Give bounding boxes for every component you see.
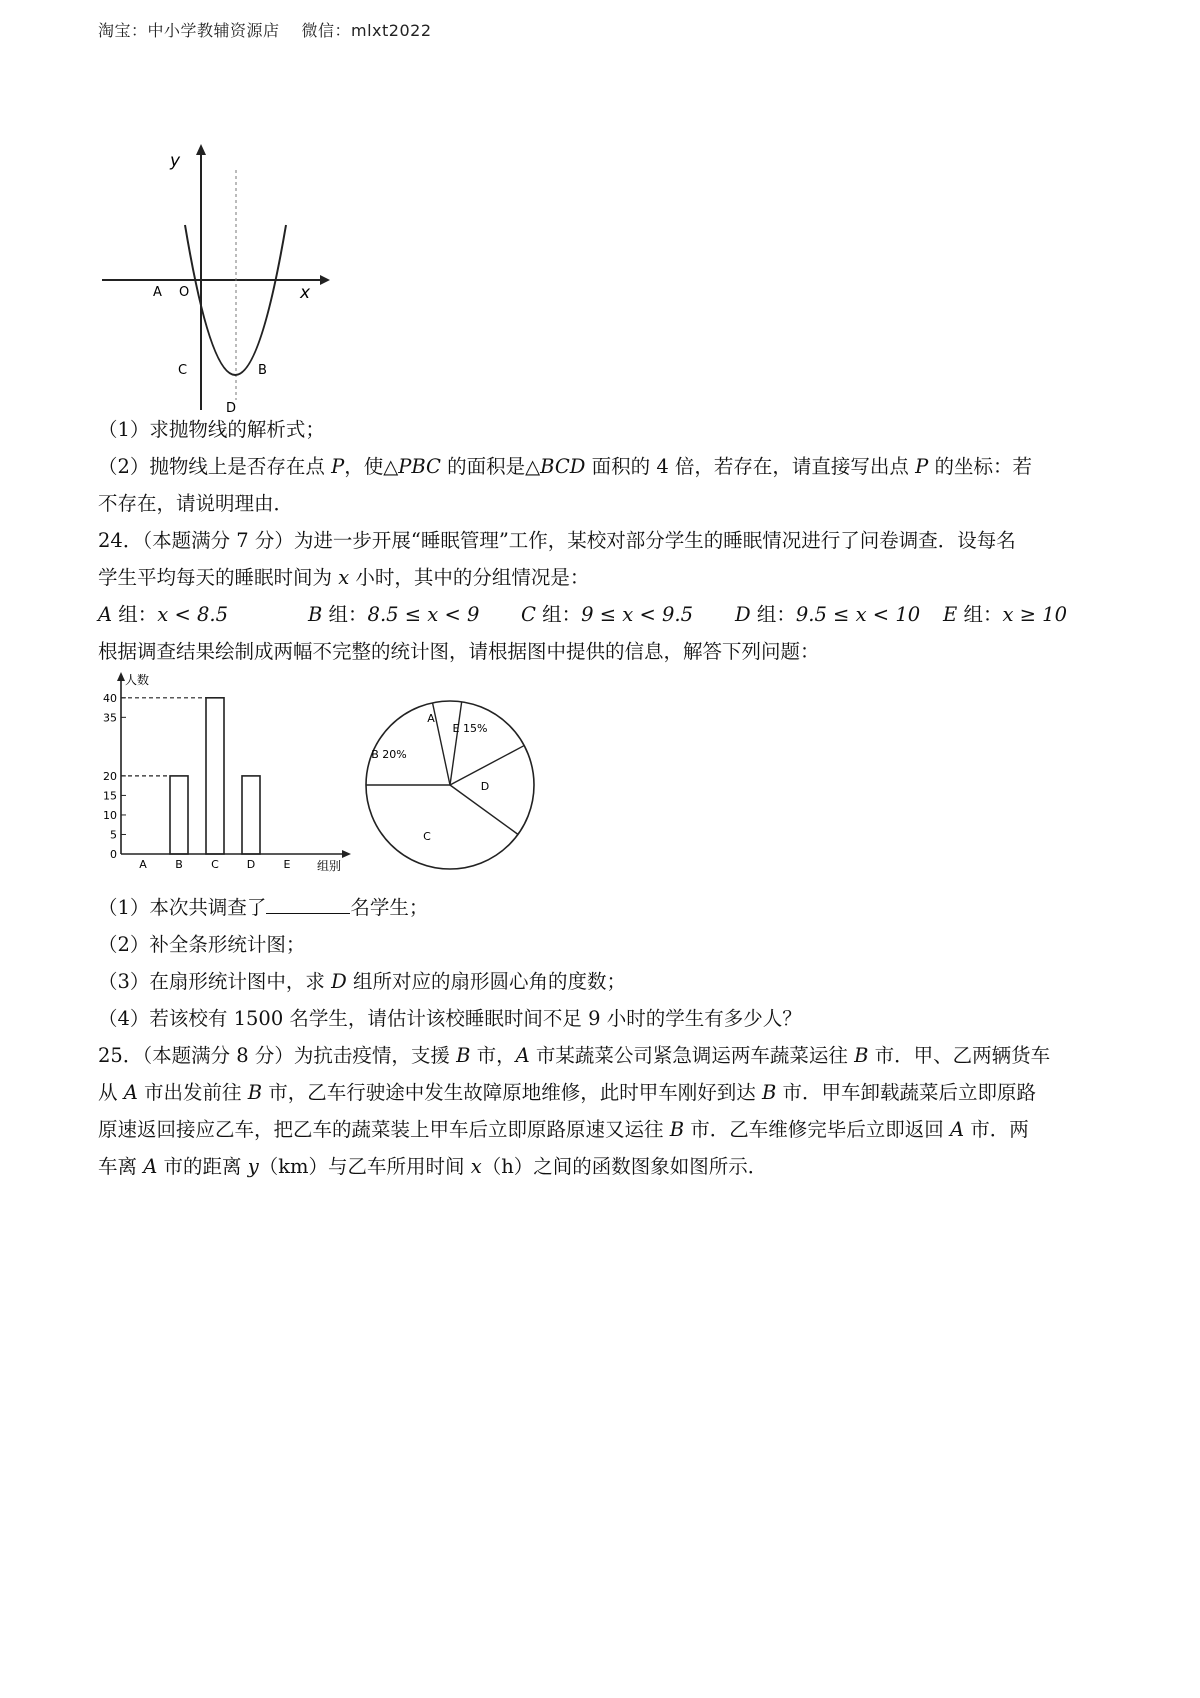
text-run: 9 ≤ x < 9.5 [581, 603, 694, 626]
text-run: 组： [112, 603, 158, 626]
y-tick-label: 15 [103, 789, 117, 803]
text-run: 组所对应的扇形圆心角的度数； [346, 970, 626, 993]
text-run: 组： [322, 603, 368, 626]
q24-intro-line1: 24．（本题满分 7 分）为进一步开展“睡眠管理”工作，某校对部分学生的睡眠情况进行了问卷调查．设每名 [98, 529, 1016, 552]
y-tick-label: 20 [103, 769, 117, 783]
q24-groups [98, 600, 1067, 630]
y-tick-label: 10 [103, 808, 117, 822]
text-run: BCD [540, 455, 586, 478]
slice-label-c: C [423, 830, 431, 843]
bar-c [206, 698, 224, 854]
answer-blank[interactable] [266, 895, 350, 914]
text-run: 组： [957, 603, 1003, 626]
text-run: 市， [470, 1044, 516, 1067]
y-tick-label: 40 [103, 691, 117, 705]
text-run: 车离 [98, 1155, 144, 1178]
text-run: 的坐标：若 [928, 455, 1032, 478]
text-run: y [247, 1155, 259, 1178]
boundary-a-e [450, 702, 462, 785]
q24-part3 [98, 967, 626, 997]
text-run: （3）在扇形统计图中，求 [98, 970, 332, 993]
group-a [98, 600, 308, 630]
q24-part2: （2）补全条形统计图； [98, 933, 306, 956]
q24-part1 [98, 893, 428, 923]
text-run: A [98, 603, 113, 626]
x-tick-label: E [283, 858, 291, 871]
pie-chart [355, 690, 545, 880]
group-c [521, 600, 735, 630]
text-run: 从 [98, 1081, 124, 1104]
x-axis-title: 组别 [317, 859, 342, 873]
text-run: 市出发前往 [137, 1081, 248, 1104]
text-run: D [735, 603, 751, 626]
point-b-label: B [258, 363, 267, 378]
y-tick-label: 5 [110, 828, 117, 842]
x-tick-label: C [211, 858, 219, 871]
text-run: B [456, 1044, 471, 1067]
text-run: A [123, 1081, 138, 1104]
text-run: 8.5 ≤ x < 9 [367, 603, 480, 626]
text-run: P [915, 455, 929, 478]
x-tick-label: A [139, 858, 147, 871]
text-run: E [943, 603, 958, 626]
text-run: 小时，其中的分组情况是： [349, 566, 590, 589]
text-run: 市某蔬菜公司紧急调运两车蔬菜运往 [529, 1044, 855, 1067]
wechat-id: 微信：mlxt2022 [301, 21, 432, 40]
q25-line3 [98, 1115, 1029, 1145]
text-run: 市．乙车维修完毕后立即返回 [684, 1118, 950, 1141]
group-d [735, 600, 943, 630]
parabola-figure [98, 140, 348, 440]
x-axis-arrow [342, 850, 351, 858]
q23-part1: （1）求抛物线的解析式； [98, 418, 325, 441]
text-run: 组： [535, 603, 582, 626]
group-e [943, 600, 1067, 630]
q23-part2-line2: 不存在，请说明理由． [98, 492, 294, 515]
q25-line1 [98, 1041, 1050, 1071]
x-tick-label: B [175, 858, 183, 871]
text-run: 9.5 ≤ x < 10 [795, 603, 921, 626]
text-run: 组： [750, 603, 796, 626]
text-run: x [470, 1155, 482, 1178]
text-run: A [515, 1044, 530, 1067]
q24-intro-line3: 根据调查结果绘制成两幅不完整的统计图，请根据图中提供的信息，解答下列问题： [98, 640, 820, 663]
x-tick-label: D [246, 858, 256, 871]
text-run: 市，乙车行驶途中发生故障原地维修，此时甲车刚好到达 [262, 1081, 762, 1104]
text-run: （h）之间的函数图象如图所示． [481, 1155, 768, 1178]
text-run: B [308, 603, 323, 626]
x-axis-label: x [300, 283, 311, 303]
text-run: P [331, 455, 345, 478]
q24-intro-line2 [98, 563, 589, 593]
q25-line2 [98, 1078, 1036, 1108]
page-header [98, 18, 432, 41]
bar-chart [95, 668, 375, 883]
bar-b [170, 776, 188, 854]
text-run: （2）抛物线上是否存在点 [98, 455, 332, 478]
slice-label-d: D [480, 780, 490, 793]
text-run: （km）与乙车所用时间 [258, 1155, 471, 1178]
text-run: 名学生； [350, 896, 429, 919]
text-run: x ≥ 10 [1002, 603, 1067, 626]
text-run: B [669, 1118, 685, 1141]
x-axis-arrow [320, 275, 330, 285]
slice-label-e: E 15% [452, 722, 488, 735]
point-o-label: O [179, 285, 190, 300]
shop-name: 淘宝：中小学教辅资源店 [98, 21, 280, 40]
text-run: D [331, 970, 347, 993]
point-d-label: D [226, 401, 237, 416]
text-run: 25．（本题满分 8 分）为抗击疫情，支援 [98, 1044, 457, 1067]
text-run: 市．甲、乙两辆货车 [868, 1044, 1051, 1067]
boundary-b-a [433, 703, 450, 785]
q23-part2-line1 [98, 452, 1032, 482]
text-run: B [761, 1081, 777, 1104]
text-run: B [854, 1044, 869, 1067]
q24-part4: （4）若该校有 1500 名学生，请估计该校睡眠时间不足 9 小时的学生有多少人？ [98, 1007, 802, 1030]
text-run: x < 8.5 [157, 603, 229, 626]
slice-label-b: B 20% [371, 748, 407, 761]
y-axis-arrow [117, 672, 125, 681]
y-tick-label: 0 [110, 848, 117, 861]
y-tick-label: 35 [103, 711, 117, 725]
y-axis-title: 人数 [125, 673, 150, 687]
text-run: A [949, 1118, 965, 1141]
y-axis-label: y [170, 151, 181, 171]
y-axis-arrow [196, 144, 206, 155]
group-b [308, 600, 521, 630]
q25-line4 [98, 1152, 767, 1182]
bar-d [242, 776, 260, 854]
text-run: 面积的 4 倍，若存在，请直接写出点 [585, 455, 916, 478]
text-run: 原速返回接应乙车，把乙车的蔬菜装上甲车后立即原路原速又运往 [98, 1118, 670, 1141]
text-run: 市的距离 [157, 1155, 248, 1178]
point-a-label: A [153, 285, 162, 300]
text-run: x [338, 566, 350, 589]
text-run: ，使△ [344, 455, 399, 478]
point-c-label: C [178, 363, 188, 378]
text-run: 的面积是△ [440, 455, 541, 478]
text-run: A [143, 1155, 158, 1178]
text-run: 市．两 [964, 1118, 1029, 1141]
text-run: （1）本次共调查了 [98, 896, 267, 919]
text-run: PBC [398, 455, 441, 478]
text-run: 学生平均每天的睡眠时间为 [98, 566, 339, 589]
slice-label-a: A [427, 712, 435, 725]
text-run: B [247, 1081, 263, 1104]
text-run: C [521, 603, 536, 626]
text-run: 市．甲车卸载蔬菜后立即原路 [776, 1081, 1036, 1104]
